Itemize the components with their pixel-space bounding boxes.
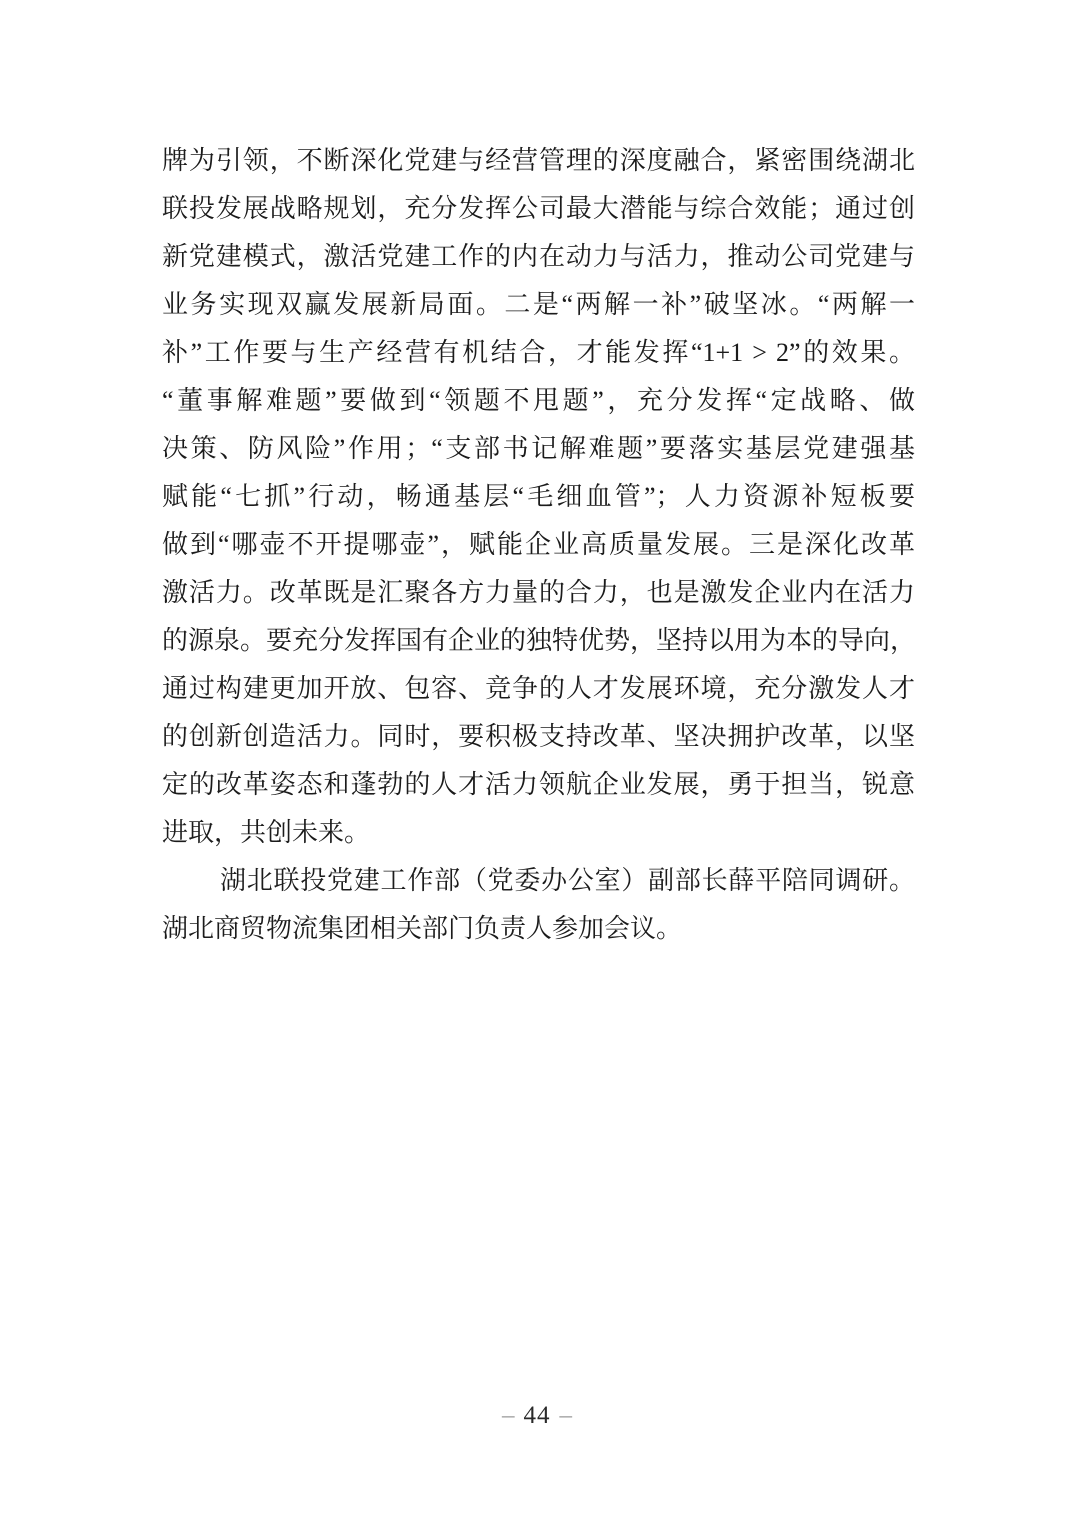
text-line: 定的改革姿态和蓬勃的人才活力领航企业发展，勇于担当，锐意 bbox=[162, 770, 915, 799]
text-line: 湖北联投党建工作部（党委办公室）副部长薛平陪同调研。 bbox=[220, 866, 915, 895]
text-line: 通过构建更加开放、包容、竞争的人才发展环境，充分激发人才 bbox=[162, 674, 915, 703]
paragraph bbox=[162, 857, 915, 953]
text-line: 新党建模式，激活党建工作的内在动力与活力，推动公司党建与 bbox=[162, 242, 915, 271]
page-number: 44 bbox=[523, 1402, 551, 1429]
text-line: 的创新创造活力。同时，要积极支持改革、坚决拥护改革，以坚 bbox=[162, 722, 915, 751]
text-line: 激活力。改革既是汇聚各方力量的合力，也是激发企业内在活力 bbox=[162, 578, 915, 607]
footer-dash-right: – bbox=[559, 1402, 572, 1429]
text-line: 进取，共创未来。 bbox=[162, 818, 371, 847]
text-line: 湖北商贸物流集团相关部门负责人参加会议。 bbox=[162, 914, 683, 943]
text-line: 补”工作要与生产经营有机结合，才能发挥“1+1 > 2”的效果。 bbox=[162, 338, 915, 367]
text-line: 决策、防风险”作用；“支部书记解难题”要落实基层党建强基 bbox=[162, 434, 915, 463]
text-line: 联投发展战略规划，充分发挥公司最大潜能与综合效能；通过创 bbox=[162, 194, 915, 223]
text-line: “董事解难题”要做到“领题不甩题”，充分发挥“定战略、做 bbox=[162, 386, 915, 415]
text-line: 业务实现双赢发展新局面。二是“两解一补”破坚冰。“两解一 bbox=[162, 290, 915, 319]
page-footer bbox=[0, 1402, 1074, 1430]
paragraph bbox=[162, 137, 915, 857]
body-text bbox=[162, 137, 915, 953]
text-line: 做到“哪壶不开提哪壶”，赋能企业高质量发展。三是深化改革 bbox=[162, 530, 915, 559]
text-line: 赋能“七抓”行动，畅通基层“毛细血管”；人力资源补短板要 bbox=[162, 482, 915, 511]
text-line: 的源泉。要充分发挥国有企业的独特优势，坚持以用为本的导向， bbox=[162, 626, 917, 655]
footer-dash-left: – bbox=[502, 1402, 515, 1429]
text-line: 牌为引领，不断深化党建与经营管理的深度融合，紧密围绕湖北 bbox=[162, 146, 915, 175]
